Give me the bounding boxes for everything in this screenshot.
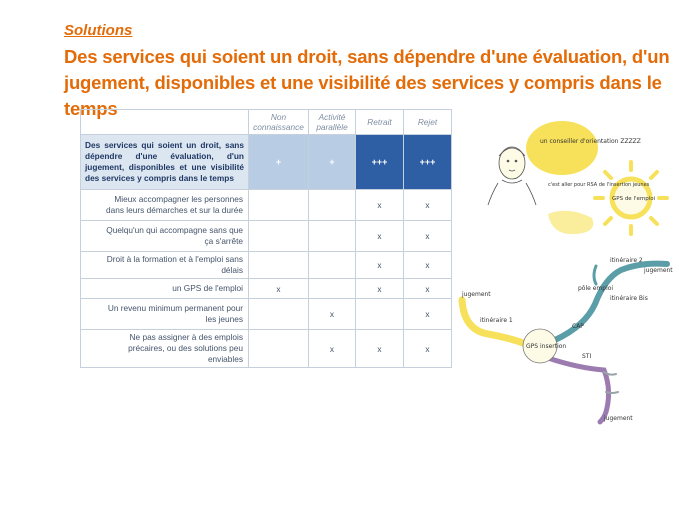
row-label: Mieux accompagner les personnes dans leurs démarches et sur la durée xyxy=(81,190,249,221)
route-label: jugement xyxy=(604,415,633,422)
route-label: STI xyxy=(582,353,592,360)
route-label: CAP xyxy=(572,323,584,330)
table-cell: x xyxy=(356,221,404,252)
col-header-non-connaissance: Non connaissance xyxy=(249,110,309,135)
section-kicker: Solutions xyxy=(64,22,133,39)
table-cell: x xyxy=(404,279,452,299)
route-label: pôle emploi xyxy=(578,285,614,292)
col-header-rejet: Rejet xyxy=(404,110,452,135)
route-label: jugement xyxy=(462,291,491,298)
hero-cell: + xyxy=(249,135,309,190)
table-cell: x xyxy=(404,299,452,330)
gps-label: GPS insertion xyxy=(526,343,567,350)
table-cell: x xyxy=(404,190,452,221)
row-label: Droit à la formation et à l'emploi sans délais xyxy=(81,252,249,279)
route-label: itinéraire Bis xyxy=(610,295,648,302)
table-cell: x xyxy=(404,330,452,368)
table-cell: x xyxy=(356,252,404,279)
hero-cell: +++ xyxy=(404,135,452,190)
table-cell: x xyxy=(309,330,356,368)
hero-row-label: Des services qui soient un droit, sans dépendre d'une évaluation, d'un jugement, disponibles et une visibilité des services y compris dans le temps xyxy=(81,135,249,190)
row-label: Quelqu'un qui accompagne sans que ça s'arrête xyxy=(81,221,249,252)
speech-bubble xyxy=(526,121,598,175)
page-title: Des services qui soient un droit, sans dépendre d'une évaluation, d'un jugement, disponibles et une visibilité des services y compris dans le temps xyxy=(64,46,670,119)
bubble-text: un conseiller d'orientation ZZZZZ xyxy=(540,138,641,145)
table-cell: x xyxy=(404,221,452,252)
hero-cell: + xyxy=(309,135,356,190)
table-cell: x xyxy=(249,279,309,299)
col-header-retrait: Retrait xyxy=(356,110,404,135)
route-label: jugement xyxy=(644,267,673,274)
route-label: itinéraire 1 xyxy=(480,317,513,324)
row-label: Un revenu minimum permanent pour les jeunes xyxy=(81,299,249,330)
sun-text: GPS de l'emploi xyxy=(612,196,656,202)
col-header-activite-parallele: Activité parallèle xyxy=(309,110,356,135)
table-cell: x xyxy=(356,279,404,299)
small-note: c'est aller pour RSA de l'insertion jeunes xyxy=(548,182,650,188)
row-label: un GPS de l'emploi xyxy=(81,279,249,299)
table-cell: x xyxy=(309,299,356,330)
row-label: Ne pas assigner à des emplois précaires, ou des solutions peu enviables xyxy=(81,330,249,368)
table-cell: x xyxy=(404,252,452,279)
table-cell: x xyxy=(356,190,404,221)
hero-cell: +++ xyxy=(356,135,404,190)
table-cell: x xyxy=(356,330,404,368)
route-label: itinéraire 2 xyxy=(610,257,643,264)
